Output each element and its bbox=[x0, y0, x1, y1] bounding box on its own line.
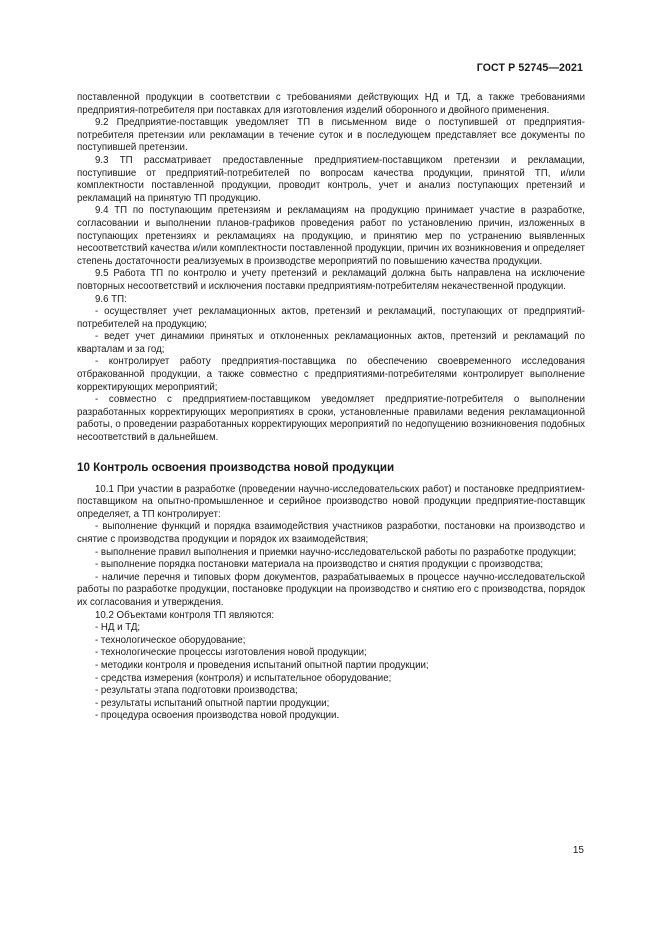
paragraph: 9.2 Предприятие-поставщик уведомляет ТП в письменном виде о поступившей от предприятия-потребителя претензии или рекламации в течение суток и в последующем представляет все документы по поступившей претензии. bbox=[77, 117, 585, 154]
paragraph: - выполнение порядка постановки материала на производство и снятия продукции с производства; bbox=[95, 559, 544, 571]
paragraph: - средства измерения (контроля) и испытательное оборудование; bbox=[95, 672, 392, 684]
clause-10-text bbox=[77, 484, 585, 723]
paragraph: - технологическое оборудование; bbox=[95, 634, 246, 646]
paragraph: - выполнение правил выполнения и приемки научно-исследовательской работы по разработке продукции; bbox=[95, 546, 577, 558]
section-heading: 10 Контроль освоения производства новой продукции bbox=[77, 460, 395, 474]
paragraph: - выполнение функций и порядка взаимодействия участников разработки, постановки на производство и снятие с производства продукции и порядок их взаимодействия; bbox=[77, 521, 585, 545]
document-code: ГОСТ Р 52745—2021 bbox=[476, 62, 583, 74]
paragraph: - совместно с предприятием-поставщиком уведомляет предприятие-потребителя о выполнении разработанных корректирующих мероприятиях в сроки, установленные правилами ведения рекламационной работы, о проведении разработанных корректирующих мероприятий по недопущению возникновения подобных несоответствий в дальнейшем. bbox=[77, 394, 585, 444]
paragraph: - результаты этапа подготовки производства; bbox=[95, 685, 298, 697]
document-body bbox=[77, 92, 585, 723]
paragraph: - осуществляет учет рекламационных актов, претензий и рекламаций, поступающих от предприятий-потребителей на продукцию; bbox=[77, 306, 585, 330]
clause-9-text bbox=[77, 92, 585, 445]
paragraph: - контролирует работу предприятия-поставщика по обеспечению своевременного исследования отбракованной продукции, а также совместно с предприятиями-потребителями контролирует выполнение корректирующих мероприятий; bbox=[77, 356, 585, 393]
page-number: 15 bbox=[572, 845, 584, 856]
paragraph: - ведет учет динамики принятых и отклоненных рекламационных актов, претензий и рекламаций по кварталам и за год; bbox=[77, 331, 585, 355]
paragraph: 9.4 ТП по поступающим претензиям и рекламациям на продукцию принимает участие в разработке, согласовании и выполнении планов-графиков проведения работ по установлению причин, изложенных в поступающих претензиях и рекламациях на продукцию, и принятию мер по устранению выявленных несоответствий качества и/или комплектности поставленной продукции, причин их возникновения и определяет степень достаточности реализуемых в производстве мероприятий по повышению качества продукции. bbox=[77, 205, 585, 267]
paragraph: 9.6 ТП: bbox=[95, 293, 127, 305]
paragraph: - НД и ТД; bbox=[95, 622, 141, 634]
paragraph: 10.2 Объектами контроля ТП являются: bbox=[95, 609, 275, 621]
paragraph: поставленной продукции в соответствии с требованиями действующих НД и ТД, а также требованиями предприятия-потребителя при поставках для изготовления изделий оборонного и двойного применения. bbox=[77, 92, 585, 116]
paragraph: - технологические процессы изготовления новой продукции; bbox=[95, 647, 367, 659]
paragraph: 9.5 Работа ТП по контролю и учету претензий и рекламаций должна быть направлена на исключение повторных несоответствий и исключения поставки предприятиям-потребителям некачественной продукции. bbox=[77, 268, 585, 292]
paragraph: - наличие перечня и типовых форм документов, разрабатываемых в процессе научно-исследовательской работы по разработке продукции, постановке продукции на производство и снятию его с производства, порядок их согласования и утверждения. bbox=[77, 571, 585, 608]
paragraph: - процедура освоения производства новой продукции. bbox=[95, 710, 340, 722]
paragraph: 9.3 ТП рассматривает предоставленные предприятием-поставщиком претензии и рекламации, поступившие от предприятий-потребителей по вопросам качества продукции, принятой ТП, и/или комплектности поставленной продукции, проводит контроль, учет и анализ поступающих претензий и рекламаций на принятую ТП продукцию. bbox=[77, 154, 585, 204]
paragraph: - результаты испытаний опытной партии продукции; bbox=[95, 697, 330, 709]
paragraph: - методики контроля и проведения испытаний опытной партии продукции; bbox=[95, 659, 429, 671]
paragraph: 10.1 При участии в разработке (проведении научно-исследовательских работ) и постановке предприятием-поставщиком на опытно-промышленное и серийное производство новой продукции предприятие-поставщик определяет, а ТП контролирует: bbox=[77, 483, 585, 520]
